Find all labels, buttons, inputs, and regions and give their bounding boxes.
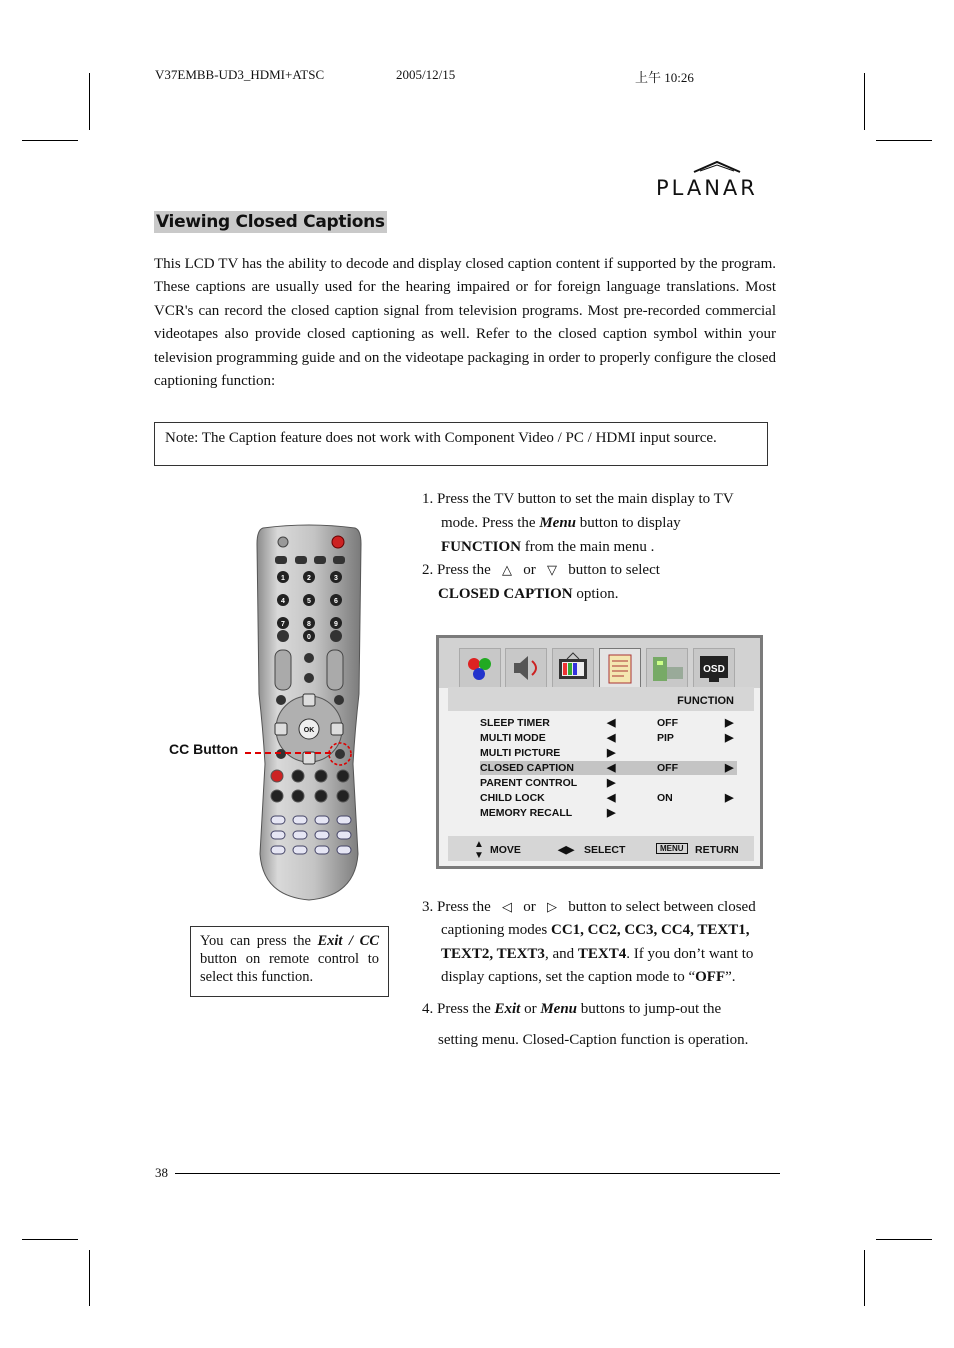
remote-transport-button bbox=[292, 770, 304, 782]
osd-setup-icon bbox=[693, 648, 735, 688]
remote-transport-button bbox=[337, 770, 349, 782]
remote-function-button bbox=[271, 831, 285, 839]
remote-number-label: 8 bbox=[307, 621, 311, 628]
osd-row-right-arrow-icon: ▶ bbox=[725, 762, 734, 774]
osd-row-right-arrow-icon: ▶ bbox=[725, 732, 734, 744]
step-4-line-1: 4. Press the Exit or Menu buttons to jump-out the bbox=[422, 1001, 722, 1017]
osd-function-menu bbox=[436, 635, 763, 869]
crop-mark bbox=[22, 1239, 78, 1240]
step-1-line-1: 1. Press the TV button to set the main display to TV bbox=[422, 491, 734, 507]
osd-row-left-arrow-icon: ◀ bbox=[607, 792, 616, 804]
osd-footer bbox=[448, 836, 754, 861]
osd-row-value: OFF bbox=[657, 762, 678, 774]
tip-box: You can press the Exit / CC button on remote control to select this function. bbox=[190, 926, 389, 997]
crop-mark bbox=[876, 1239, 932, 1240]
remote-function-button bbox=[337, 831, 351, 839]
remote-button bbox=[330, 630, 342, 642]
remote-transport-button bbox=[292, 790, 304, 802]
up-arrow-icon: △ bbox=[502, 563, 512, 578]
step-2-line-1: 2. Press the △ or ▽ button to select bbox=[422, 562, 660, 578]
remote-number-label: 1 bbox=[281, 575, 285, 582]
note-box: Note: The Caption feature does not work with Component Video / PC / HDMI input source. bbox=[154, 422, 768, 466]
remote-function-button bbox=[337, 846, 351, 854]
remote-number-label: 9 bbox=[334, 621, 338, 628]
osd-footer-return: RETURN bbox=[695, 844, 739, 856]
osd-menu-row bbox=[480, 806, 737, 820]
section-title: Viewing Closed Captions bbox=[156, 212, 385, 232]
osd-row-left-arrow-icon: ◀ bbox=[607, 717, 616, 729]
crop-mark bbox=[89, 1250, 90, 1306]
osd-row-name: MEMORY RECALL bbox=[480, 807, 573, 819]
osd-menu-row bbox=[480, 716, 737, 730]
remote-transport-button bbox=[337, 790, 349, 802]
crop-mark bbox=[864, 73, 865, 130]
remote-button bbox=[278, 537, 288, 547]
osd-menu-row bbox=[480, 761, 737, 775]
osd-row-left-arrow-icon: ◀ bbox=[607, 762, 616, 774]
remote-number-label: 7 bbox=[281, 621, 285, 628]
step-3-line-1: 3. Press the ◁ or ▷ button to select between closed bbox=[422, 899, 756, 915]
step-4-line-2: setting menu. Closed-Caption function is operation. bbox=[438, 1032, 749, 1048]
osd-header: FUNCTION bbox=[448, 687, 754, 711]
crop-mark bbox=[22, 140, 78, 141]
header-model: V37EMBB-UD3_HDMI+ATSC bbox=[155, 67, 325, 82]
osd-footer-move: MOVE bbox=[490, 844, 521, 856]
header-date: 2005/12/15 bbox=[396, 67, 456, 82]
step-1-line-2: mode. Press the Menu button to display bbox=[441, 515, 681, 531]
osd-menu-row bbox=[480, 746, 737, 760]
osd-row-right-arrow-icon: ▶ bbox=[725, 792, 734, 804]
remote-number-label: 2 bbox=[307, 575, 311, 582]
crop-mark bbox=[89, 73, 90, 130]
step-3-line-4: display captions, set the caption mode to “OFF”. bbox=[441, 969, 736, 985]
audio-icon bbox=[505, 648, 547, 688]
crop-mark bbox=[864, 1250, 865, 1306]
osd-row-name: PARENT CONTROL bbox=[480, 777, 578, 789]
step-3-line-3: TEXT2, TEXT3, and TEXT4. If you don’t want to bbox=[441, 946, 754, 962]
osd-footer-menu-key: MENU bbox=[656, 843, 688, 854]
remote-number-label: 3 bbox=[334, 575, 338, 582]
remote-function-button bbox=[293, 816, 307, 824]
osd-row-value: ON bbox=[657, 792, 673, 804]
remote-function-button bbox=[337, 816, 351, 824]
remote-function-button bbox=[315, 846, 329, 854]
step-1-line-3: FUNCTION from the main menu . bbox=[441, 539, 655, 555]
pc-icon bbox=[646, 648, 688, 688]
remote-number-label: 0 bbox=[307, 634, 311, 641]
cc-button-label: CC Button bbox=[169, 741, 239, 757]
osd-row-name: MULTI PICTURE bbox=[480, 747, 561, 759]
remote-transport-button bbox=[271, 790, 283, 802]
updown-arrow-icon: ▲ ▼ bbox=[474, 839, 484, 861]
osd-row-value: OFF bbox=[657, 717, 678, 729]
osd-row-name: MULTI MODE bbox=[480, 732, 546, 744]
osd-row-left-arrow-icon: ▶ bbox=[607, 807, 616, 819]
remote-transport-button bbox=[315, 770, 327, 782]
step-2-line-2: CLOSED CAPTION option. bbox=[438, 586, 619, 602]
step-3-line-2: captioning modes CC1, CC2, CC3, CC4, TEXT1, bbox=[441, 922, 750, 938]
crop-mark bbox=[876, 140, 932, 141]
remote-transport-button bbox=[315, 790, 327, 802]
planar-logo bbox=[654, 158, 780, 200]
remote-number-label: 5 bbox=[307, 598, 311, 605]
osd-row-name: CHILD LOCK bbox=[480, 792, 545, 804]
page-number: 38 bbox=[155, 1165, 168, 1180]
header-time: 上午 10:26 bbox=[635, 70, 694, 85]
exit-cc-button bbox=[335, 749, 345, 759]
ok-label: OK bbox=[303, 727, 315, 734]
osd-row-left-arrow-icon: ▶ bbox=[607, 777, 616, 789]
osd-menu-row bbox=[480, 731, 737, 745]
remote-function-button bbox=[315, 831, 329, 839]
remote-button bbox=[277, 630, 289, 642]
picture-icon bbox=[459, 648, 501, 688]
remote-function-button bbox=[271, 846, 285, 854]
osd-row-left-arrow-icon: ▶ bbox=[607, 747, 616, 759]
left-arrow-icon: ◁ bbox=[502, 900, 512, 915]
remote-function-button bbox=[315, 816, 329, 824]
intro-paragraph: This LCD TV has the ability to decode and display closed caption content if supported by the program. These captions are usually used for the hearing impaired or for foreign language translations. Most VCR's can record the closed caption signal from television programs. Most pre-recorded commercial videotapes also provide closed captioning as well. Refer to the closed caption symbol within your television programming guide and on the videotape packaging in order to properly configure the closed captioning function: bbox=[154, 256, 776, 390]
cc-button-leader-line bbox=[245, 752, 331, 754]
down-arrow-icon: ▽ bbox=[547, 563, 557, 578]
osd-footer-select: SELECT bbox=[584, 844, 626, 856]
remote-function-button bbox=[293, 831, 307, 839]
planar-logo-text: PLANAR bbox=[656, 176, 758, 200]
remote-number-label: 4 bbox=[281, 598, 285, 605]
power-icon bbox=[332, 536, 344, 548]
osd-row-left-arrow-icon: ◀ bbox=[607, 732, 616, 744]
leftright-arrow-icon: ◀▶ bbox=[558, 844, 575, 856]
osd-icon-text: OSD bbox=[703, 664, 725, 675]
right-arrow-icon: ▷ bbox=[547, 900, 557, 915]
osd-menu-row bbox=[480, 791, 737, 805]
osd-row-name: CLOSED CAPTION bbox=[480, 762, 574, 774]
osd-icon-bar bbox=[439, 638, 760, 688]
remote-number-label: 6 bbox=[334, 598, 338, 605]
osd-menu-row bbox=[480, 776, 737, 790]
remote-function-button bbox=[271, 816, 285, 824]
remote-function-button bbox=[293, 846, 307, 854]
remote-transport-button bbox=[271, 770, 283, 782]
osd-row-value: PIP bbox=[657, 732, 674, 744]
tv-icon bbox=[552, 648, 594, 688]
footer-rule bbox=[175, 1173, 780, 1174]
osd-row-right-arrow-icon: ▶ bbox=[725, 717, 734, 729]
remote-control-image bbox=[255, 524, 363, 902]
function-icon bbox=[599, 648, 641, 688]
osd-row-name: SLEEP TIMER bbox=[480, 717, 550, 729]
